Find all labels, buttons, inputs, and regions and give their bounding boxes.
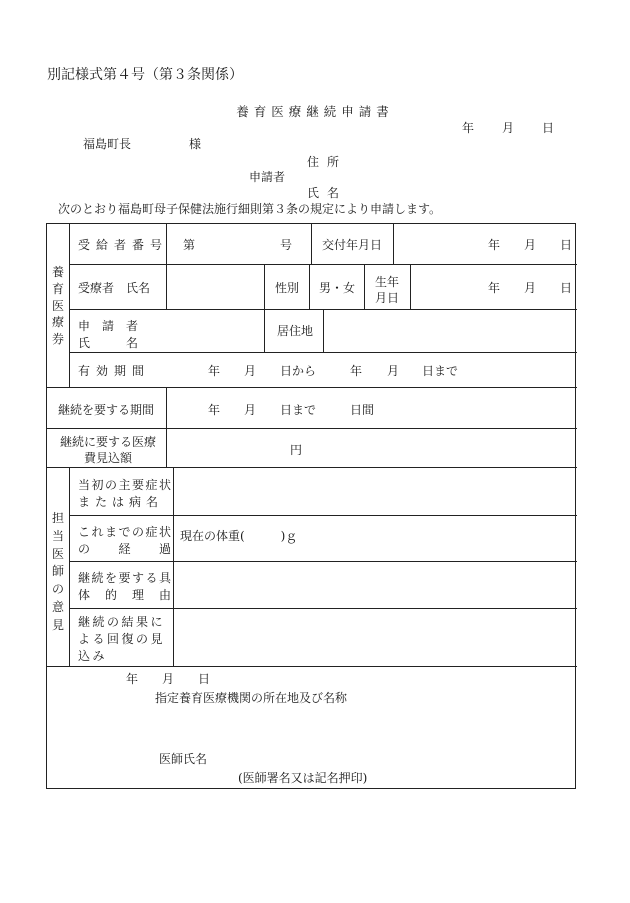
address-label: 住所: [307, 155, 348, 169]
patient-name-label: 受療者 氏名: [78, 281, 151, 295]
recovery-outlook-label: [78, 614, 165, 664]
number-suffix: 号: [280, 238, 293, 252]
side-char: 見: [51, 617, 64, 632]
intro-text: 次のとおり福島町母子保健法施行細則第３条の規定により申請します。: [58, 202, 442, 216]
cost-unit: 円: [290, 443, 303, 457]
signature-note: (医師署名又は記名押印): [238, 771, 368, 785]
label-line: 申 請 者: [78, 319, 139, 333]
label-line: よる回復の見: [78, 631, 166, 646]
side-char: 担: [51, 511, 64, 525]
label-line: 当初の主要症状: [78, 478, 173, 492]
label-line: 継続を要する具: [78, 571, 173, 585]
applicant-label: 申請者: [249, 170, 286, 184]
birth-month: 月: [524, 281, 537, 295]
issue-year: 年: [488, 238, 501, 252]
birth-year: 年: [488, 281, 501, 295]
valid-from-day: 日から: [280, 364, 317, 378]
label-line: 継続に要する医療: [60, 435, 157, 449]
year-label: 年: [462, 121, 475, 135]
doctor-opinion-side-label: [47, 512, 69, 633]
number-prefix: 第: [183, 238, 196, 252]
ticket-side-label: [47, 266, 69, 347]
label-line: これまでの症状: [78, 525, 173, 539]
current-weight: 現在の体重( )ｇ: [180, 529, 298, 543]
label-line: 継続の結果に: [78, 615, 166, 629]
birth-day: 日: [560, 281, 573, 295]
footer-month: 月: [162, 672, 175, 686]
issue-date-label: 交付年月日: [322, 238, 383, 252]
period-day: 日まで: [280, 403, 317, 417]
side-char: 療: [51, 315, 64, 330]
sex-options: 男・女: [319, 281, 356, 295]
issue-month: 月: [524, 238, 537, 252]
valid-from-month: 月: [244, 364, 257, 378]
footer-day: 日: [198, 672, 211, 686]
label-line: または病名: [78, 495, 164, 510]
name-label: 氏名: [307, 186, 348, 200]
month-label: 月: [502, 121, 515, 135]
valid-to-day: 日まで: [422, 364, 459, 378]
symptom-progress-label: [78, 524, 173, 559]
side-char: 医: [51, 298, 64, 313]
side-char: 育: [51, 281, 64, 296]
initial-symptoms-label: [78, 477, 173, 512]
period-days: 日間: [350, 403, 375, 417]
day-label: 日: [542, 121, 555, 135]
valid-to-month: 月: [387, 364, 400, 378]
side-char: 当: [51, 528, 64, 543]
doctor-name-label: 医師氏名: [159, 752, 208, 766]
form-title: 養育医療継続申請書: [236, 104, 394, 119]
recipient-number-label: 受給者番号: [78, 238, 169, 252]
side-char: の: [51, 582, 64, 597]
label-line: 込み: [78, 648, 108, 663]
sex-label: 性別: [275, 281, 300, 295]
form-number: 別記様式第４号（第３条関係）: [47, 67, 243, 83]
application-date: [462, 119, 554, 136]
footer-year: 年: [126, 672, 139, 686]
label-line: の 経 過: [78, 542, 173, 557]
valid-from-year: 年: [208, 364, 221, 378]
birth-label-line: 生年: [375, 275, 400, 289]
valid-to-year: 年: [350, 364, 363, 378]
side-char: 医: [51, 546, 64, 561]
continuation-period-label: 継続を要する期間: [58, 403, 155, 417]
issue-day: 日: [560, 238, 573, 252]
label-line: 体 的 理 由: [78, 588, 173, 603]
side-char: 養: [51, 265, 64, 279]
applicant-name-label: [78, 318, 138, 353]
period-month: 月: [244, 403, 257, 417]
institution-label: 指定養育医療機関の所在地及び名称: [155, 691, 348, 705]
label-line: 費見込額: [84, 451, 133, 466]
period-year: 年: [208, 403, 221, 417]
addressee: 福島町長: [83, 137, 132, 151]
application-form-table: [46, 223, 576, 789]
valid-period-label: 有効期間: [78, 364, 151, 378]
continuation-reason-label: [78, 570, 173, 605]
side-char: 師: [51, 564, 64, 579]
cost-label: [60, 434, 156, 466]
birth-label-line: 月日: [375, 291, 400, 306]
birth-date-label: [375, 274, 399, 306]
honorific: 様: [189, 137, 202, 151]
side-char: 意: [51, 599, 64, 614]
side-char: 券: [51, 332, 64, 347]
residence-label: 居住地: [277, 324, 314, 338]
label-line: 氏 名: [78, 336, 139, 351]
